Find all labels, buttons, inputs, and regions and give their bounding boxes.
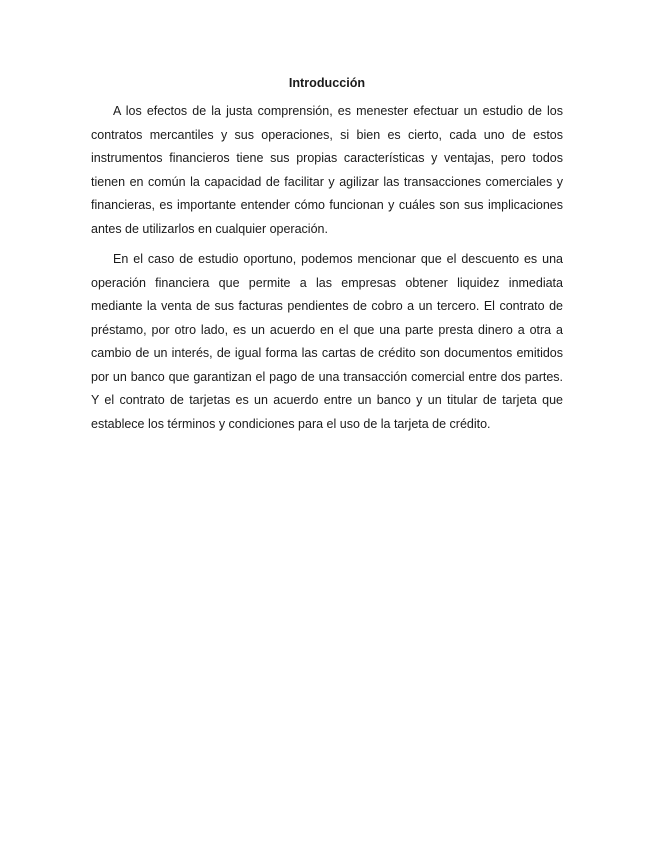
document-body	[91, 74, 563, 436]
paragraph-case-study: En el caso de estudio oportuno, podemos mencionar que el descuento es una operación financiera que permite a las empresas obtener liquidez inmediata mediante la venta de sus facturas pendientes de cobro a un tercero. El contrato de préstamo, por otro lado, es un acuerdo en el que una parte presta dinero a otra a cambio de un interés, de igual forma las cartas de crédito son documentos emitidos por un banco que garantizan el pago de una transacción comercial entre dos partes. Y el contrato de tarjetas es un acuerdo entre un banco y un titular de tarjeta que establece los términos y condiciones para el uso de la tarjeta de crédito.	[91, 252, 563, 431]
paragraph-introduction: A los efectos de la justa comprensión, es menester efectuar un estudio de los contratos mercantiles y sus operaciones, si bien es cierto, cada uno de estos instrumentos financieros tiene sus propias características y ventajas, pero todos tienen en común la capacidad de facilitar y agilizar las transacciones comerciales y financieras, es importante entender cómo funcionan y cuáles son sus implicaciones antes de utilizarlos en cualquier operación.	[91, 104, 563, 236]
document-title: Introducción	[288, 76, 366, 90]
